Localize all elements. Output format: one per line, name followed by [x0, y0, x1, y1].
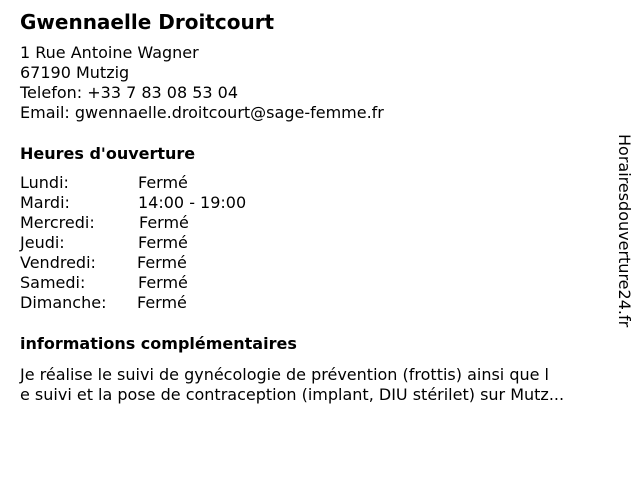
day-status: Fermé: [137, 293, 187, 312]
address-city: 67190 Mutzig: [20, 63, 130, 82]
additional-info-text-line-2: e suivi et la pose de contraception (implant, DIU stérilet) sur Mutz...: [20, 385, 565, 404]
hours-row: [20, 233, 188, 253]
day-status: 14:00 - 19:00: [138, 193, 247, 212]
hours-row: [20, 273, 188, 293]
day-status: Fermé: [138, 173, 188, 192]
day-status: Fermé: [138, 233, 188, 252]
day-label: Mercredi:: [20, 213, 95, 232]
address-street: 1 Rue Antoine Wagner: [20, 43, 199, 62]
hours-row: [20, 213, 189, 233]
additional-info-heading: informations complémentaires: [20, 334, 297, 353]
hours-row: [20, 293, 187, 313]
day-label: Dimanche:: [20, 293, 107, 312]
day-label: Vendredi:: [20, 253, 96, 272]
day-label: Lundi:: [20, 173, 69, 192]
day-label: Jeudi:: [20, 233, 65, 252]
opening-hours-heading: Heures d'ouverture: [20, 144, 196, 163]
phone-number: Telefon: +33 7 83 08 53 04: [20, 83, 239, 102]
additional-info-text-line-1: Je réalise le suivi de gynécologie de prévention (frottis) ainsi que l: [20, 365, 549, 384]
day-status: Fermé: [139, 213, 189, 232]
day-status: Fermé: [137, 253, 187, 272]
day-label: Samedi:: [20, 273, 86, 292]
practitioner-name: Gwennaelle Droitcourt: [20, 10, 275, 34]
day-status: Fermé: [138, 273, 188, 292]
watermark-text: Horairesdouverture24.fr: [615, 134, 634, 328]
hours-row: [20, 173, 188, 193]
hours-row: [20, 193, 247, 213]
email-address: Email: gwennaelle.droitcourt@sage-femme.fr: [20, 103, 384, 122]
hours-row: [20, 253, 187, 273]
day-label: Mardi:: [20, 193, 70, 212]
site-watermark: [612, 134, 636, 376]
